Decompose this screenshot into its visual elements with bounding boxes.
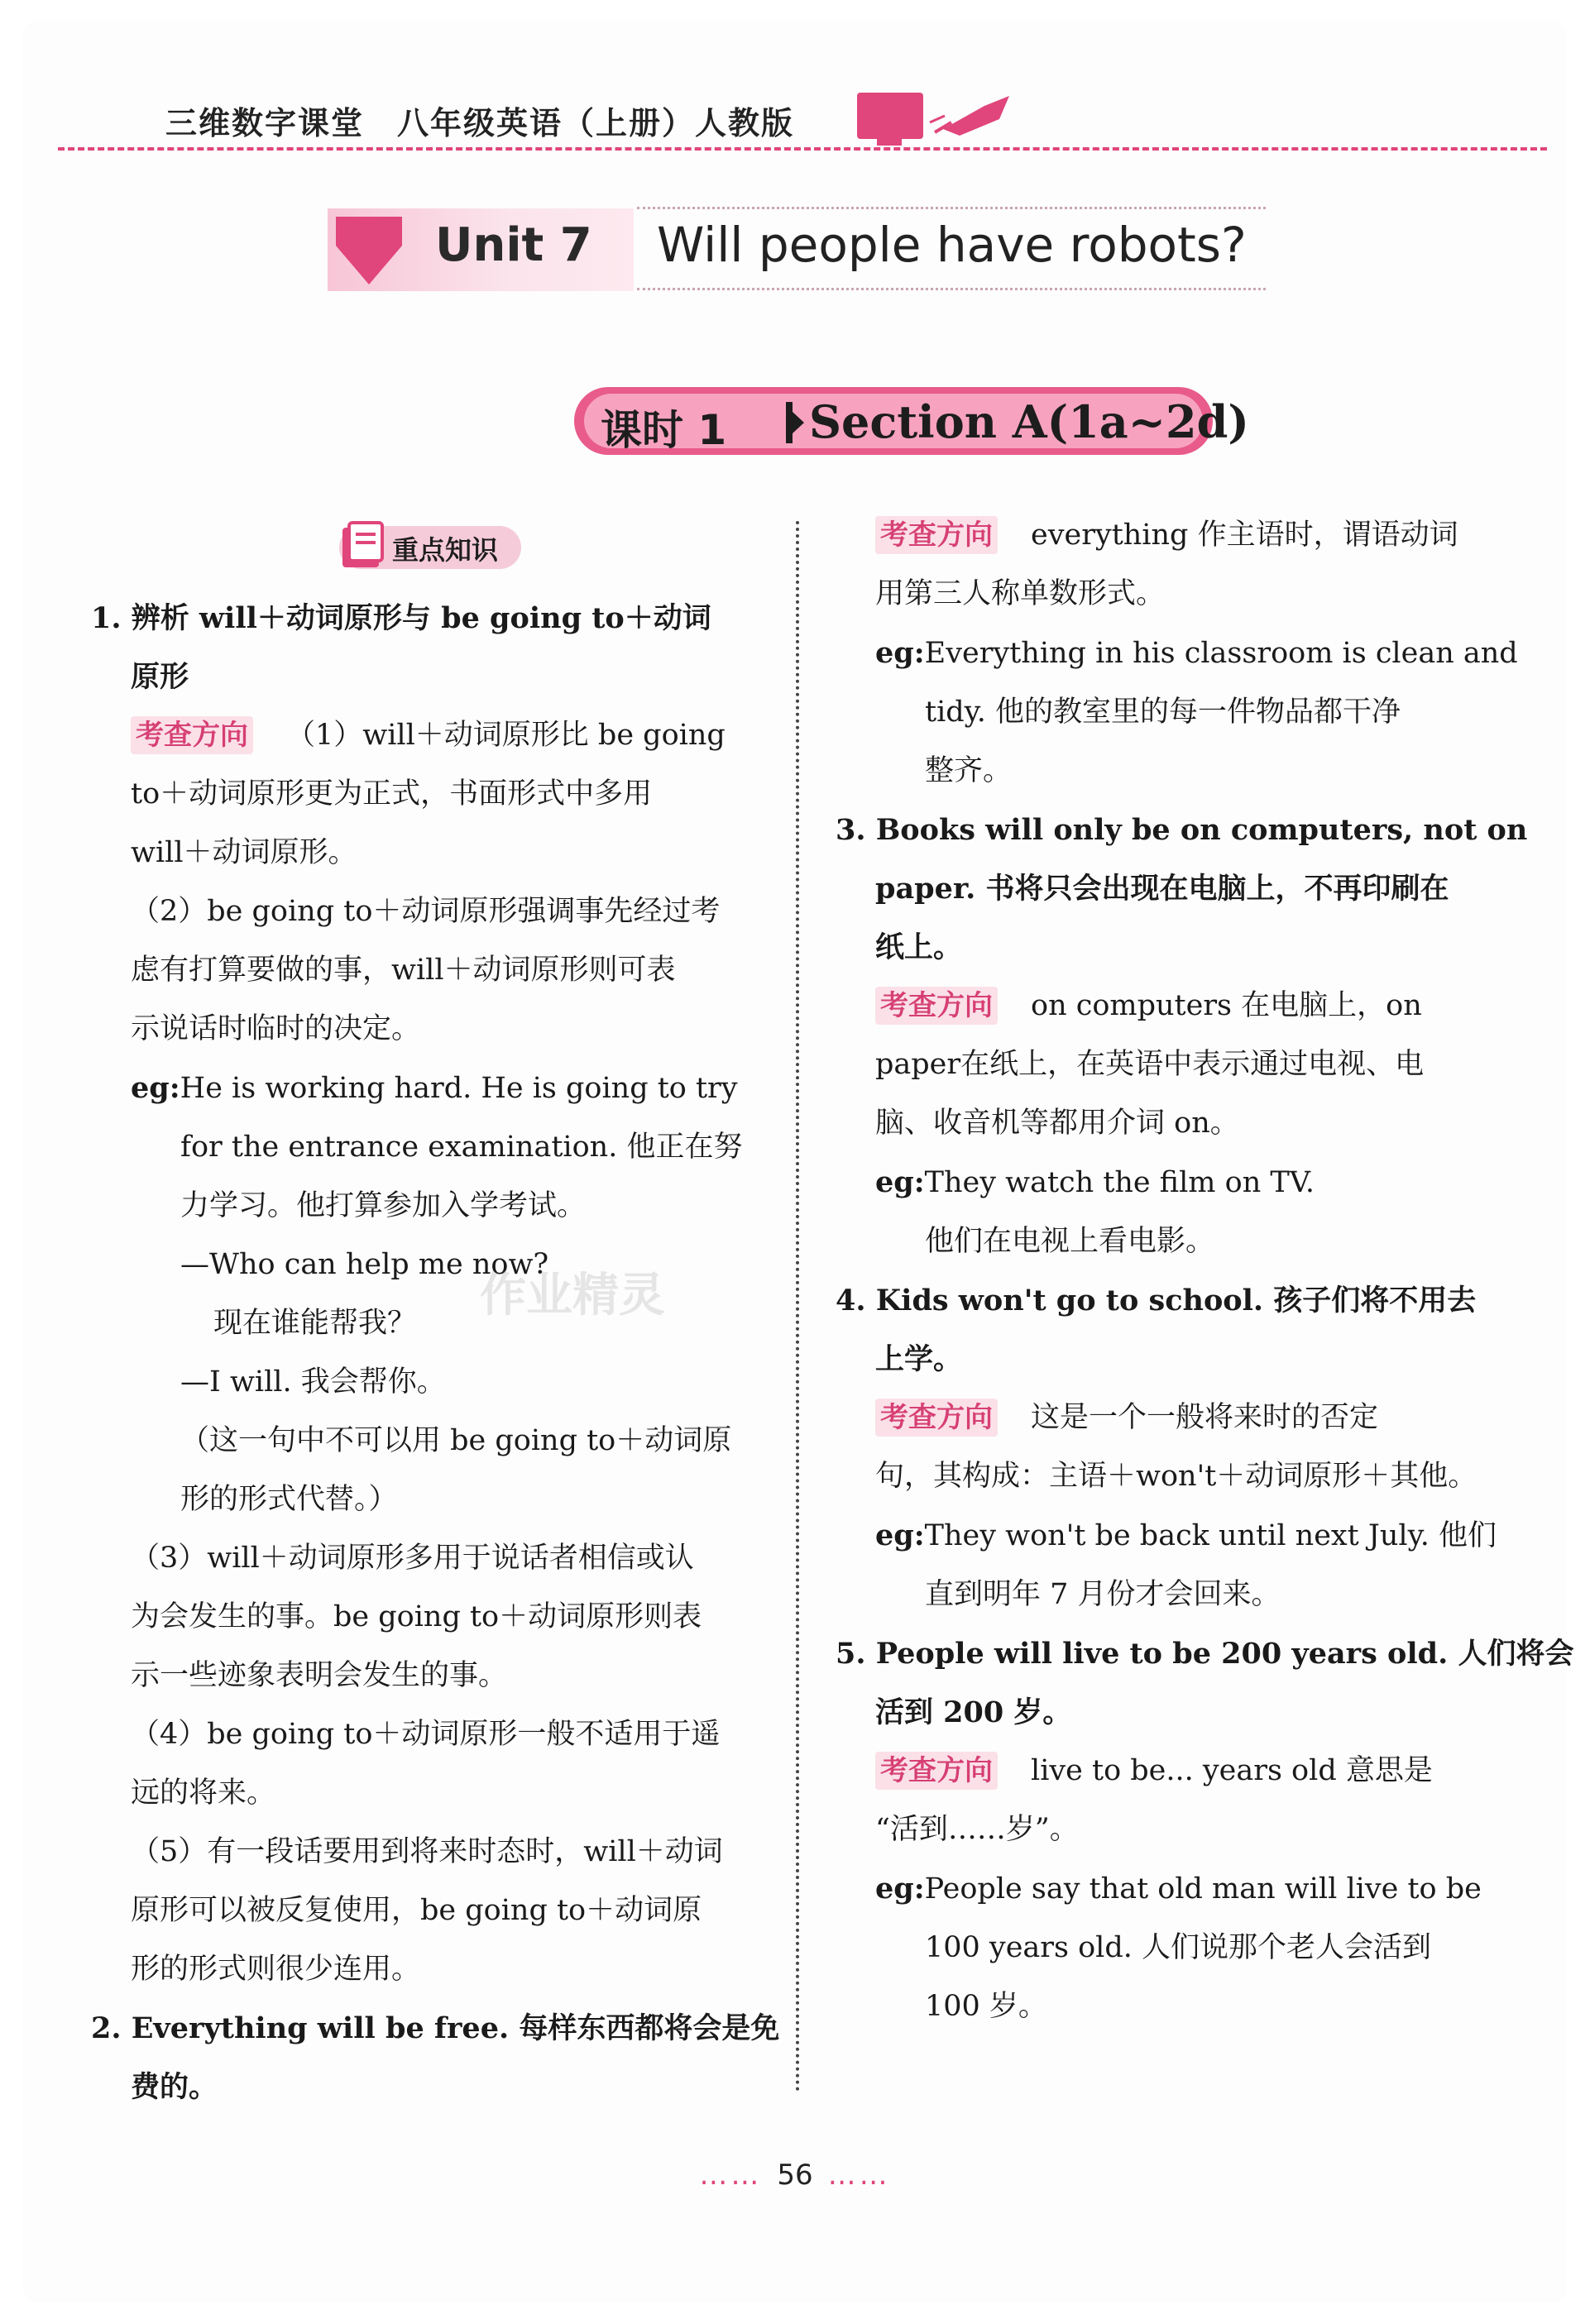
line-text: 直到明年 7 月份才会回来。	[925, 1578, 1281, 1611]
body-line	[836, 742, 1497, 801]
body-line	[91, 1940, 761, 1999]
exam-focus-tag: 考查方向	[875, 1399, 998, 1437]
line-text: 形的形式则很少连用。	[131, 1953, 421, 1986]
body-line	[836, 1742, 1497, 1800]
body-line	[91, 1529, 761, 1588]
example-label: eg:	[875, 1872, 925, 1906]
body-line	[836, 1919, 1497, 1977]
line-text: 远的将来。	[131, 1776, 276, 1810]
line-text: 100 years old. 人们说那个老人会活到	[925, 1931, 1432, 1964]
body-line	[91, 1353, 761, 1412]
item-heading-line	[836, 1683, 1497, 1742]
line-text: People say that old man will live to be	[924, 1872, 1482, 1906]
line-text: —Who can help me now?	[180, 1248, 549, 1281]
body-line	[91, 824, 761, 882]
body-line	[836, 1447, 1497, 1506]
line-text: for the entrance examination. 他正在努	[180, 1131, 743, 1164]
body-line	[836, 1506, 1497, 1566]
body-line	[836, 1859, 1497, 1919]
line-text: 形的形式代替。）	[180, 1483, 398, 1516]
unit-dotted-border	[637, 207, 1266, 209]
example-label: eg:	[875, 1165, 925, 1199]
footer-dots-right: ……	[827, 2159, 891, 2192]
column-divider	[796, 521, 799, 2092]
line-text: 4. Kids won't go to school. 孩子们将不用去	[836, 1284, 1477, 1317]
unit-label: Unit 7	[435, 218, 592, 272]
line-text: 5. People will live to be 200 years old. 人们将会	[836, 1637, 1574, 1671]
line-text: 他们在电视上看电影。	[925, 1225, 1215, 1258]
example-label: eg:	[131, 1071, 180, 1105]
line-text: paper在纸上，在英语中表示通过电视、电	[875, 1048, 1425, 1081]
line-text: （5）有一段话要用到将来时态时，will＋动词	[131, 1835, 723, 1868]
watermark: 作业精灵	[480, 1269, 665, 1322]
line-text: （3）will＋动词原形多用于说话者相信或认	[131, 1542, 694, 1575]
body-line	[91, 1588, 761, 1647]
body-line	[91, 1412, 761, 1470]
line-text: 活到 200 岁。	[875, 1695, 1072, 1729]
body-line	[836, 977, 1497, 1035]
line-text: live to be... years old 意思是	[1031, 1754, 1433, 1787]
exam-focus-tag: 考查方向	[131, 716, 253, 754]
body-line	[91, 1823, 761, 1882]
line-text: 虑有打算要做的事，will＋动词原形则可表	[131, 954, 676, 987]
line-text: 费的。	[131, 2070, 218, 2104]
example-label: eg:	[875, 636, 925, 670]
line-text: paper. 书将只会出现在电脑上，不再印刷在	[875, 872, 1449, 906]
line-text: 100 岁。	[925, 1990, 1047, 2023]
body-line	[91, 765, 761, 824]
body-line	[836, 1153, 1497, 1212]
body-line	[91, 1000, 761, 1059]
line-text: on computers 在电脑上，on	[1031, 989, 1422, 1022]
line-text: 原形可以被反复使用，be going to＋动词原	[131, 1894, 702, 1927]
line-text: 这是一个一般将来时的否定	[1031, 1401, 1379, 1434]
triangle-icon	[793, 412, 804, 433]
monitor-icon	[857, 93, 923, 139]
body-line	[836, 506, 1497, 565]
unit-dotted-border	[637, 288, 1266, 290]
line-text: everything 作主语时，谓语动词	[1031, 519, 1458, 552]
body-line	[91, 941, 761, 1000]
header-title: 三维数字课堂 八年级英语（上册）人教版	[165, 105, 795, 141]
body-line	[836, 1094, 1497, 1153]
line-text: 力学习。他打算参加入学考试。	[180, 1189, 587, 1222]
line-text: 示一些迹象表明会发生的事。	[131, 1659, 508, 1692]
lesson-separator	[786, 402, 793, 443]
lesson-number: 课时 1	[601, 406, 727, 454]
body-line	[836, 565, 1497, 624]
line-text: 纸上。	[875, 930, 963, 964]
item-heading-line	[91, 2058, 761, 2116]
down-arrow-icon	[328, 208, 410, 291]
unit-title: Will people have robots?	[657, 217, 1247, 273]
line-text: 示说话时临时的决定。	[131, 1012, 421, 1045]
line-text: 为会发生的事。be going to＋动词原形则表	[131, 1600, 702, 1633]
body-line	[91, 1118, 761, 1177]
body-line	[836, 1389, 1497, 1447]
exam-focus-tag: 考查方向	[875, 987, 998, 1025]
body-line	[91, 1647, 761, 1705]
item-heading-line	[91, 1999, 780, 2058]
line-text: （2）be going to＋动词原形强调事先经过考	[131, 895, 721, 928]
left-column	[91, 589, 780, 2116]
line-text: tidy. 他的教室里的每一件物品都干净	[925, 696, 1401, 729]
monitor-stand-icon	[877, 139, 902, 146]
item-heading-line	[91, 589, 761, 648]
page-number: 56	[777, 2159, 813, 2192]
line-text: 脑、收音机等都用介词 on。	[875, 1107, 1239, 1140]
body-line	[836, 1212, 1497, 1271]
line-text: （1）will＋动词原形比 be going	[286, 719, 726, 752]
line-text: —I will. 我会帮你。	[180, 1365, 446, 1399]
line-text: He is working hard. He is going to try	[180, 1072, 738, 1105]
line-text: They watch the film on TV.	[924, 1166, 1315, 1199]
body-line	[836, 1035, 1497, 1094]
body-line	[836, 1566, 1497, 1624]
line-text: 整齐。	[925, 754, 1013, 787]
line-text: 现在谁能帮我？	[213, 1307, 417, 1340]
item-heading-line	[91, 648, 761, 706]
item-heading-line	[836, 1330, 1497, 1389]
line-text: to＋动词原形更为正式，书面形式中多用	[131, 777, 653, 811]
item-heading-line	[836, 859, 1497, 918]
exam-focus-tag: 考查方向	[875, 1752, 998, 1790]
lesson-section: Section A(1a~2d)	[809, 395, 1249, 448]
body-line	[91, 1059, 761, 1118]
footer-dots-left: ……	[699, 2159, 763, 2192]
body-line	[836, 624, 1518, 683]
body-line	[91, 1705, 761, 1764]
body-line	[91, 1882, 761, 1940]
body-line	[91, 1764, 761, 1823]
line-text: 原形	[131, 660, 189, 694]
body-line	[836, 1977, 1497, 2036]
header-divider	[58, 147, 1547, 151]
body-line	[91, 1177, 761, 1236]
footer	[0, 2159, 1590, 2192]
line-text: （这一句中不可以用 be going to＋动词原	[180, 1424, 732, 1457]
body-line	[836, 683, 1497, 742]
line-text: 句，其构成：主语＋won't＋动词原形＋其他。	[875, 1460, 1477, 1493]
line-text: 2. Everything will be free. 每样东西都将会是免	[91, 2011, 780, 2045]
body-line	[91, 706, 761, 765]
line-text: 用第三人称单数形式。	[875, 577, 1166, 610]
example-label: eg:	[875, 1518, 925, 1552]
item-heading-line	[836, 918, 1497, 977]
item-heading-line	[836, 801, 1528, 859]
line-text: 上学。	[875, 1342, 963, 1376]
right-column	[836, 506, 1574, 2036]
line-text: Everything in his classroom is clean and	[924, 637, 1518, 670]
rocket-icon	[927, 89, 1018, 139]
book-icon	[338, 518, 389, 572]
line-text: “活到……岁”。	[875, 1813, 1079, 1846]
body-line	[91, 882, 761, 941]
item-heading-line	[836, 1271, 1497, 1330]
line-text: will＋动词原形。	[131, 836, 357, 869]
exam-focus-tag: 考查方向	[875, 516, 998, 554]
line-text: 1. 辨析 will＋动词原形与 be going to＋动词	[91, 601, 711, 635]
item-heading-line	[836, 1624, 1574, 1683]
line-text: They won't be back until next July. 他们	[924, 1519, 1497, 1552]
body-line	[91, 1470, 761, 1529]
line-text: 3. Books will only be on computers, not on	[836, 813, 1528, 847]
key-knowledge-label: 重点知识	[392, 534, 499, 566]
body-line	[836, 1800, 1497, 1859]
line-text: （4）be going to＋动词原形一般不适用于遥	[131, 1718, 721, 1751]
